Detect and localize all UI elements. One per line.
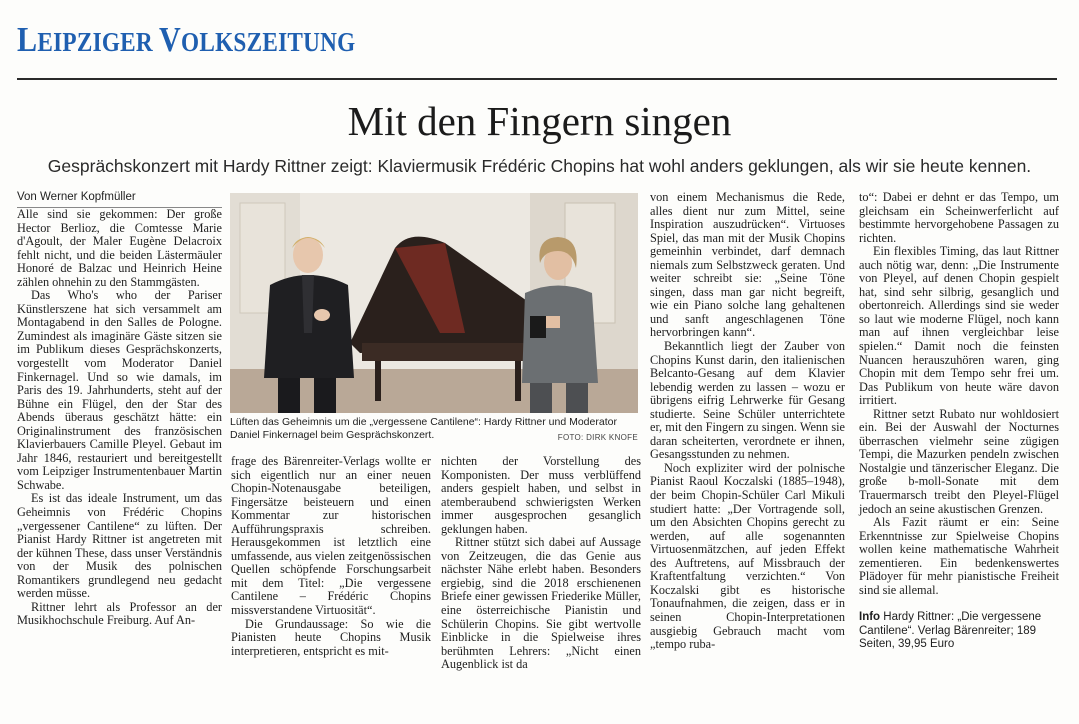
paragraph: von einem Mechanismus die Rede, alles dient nur zum Mittel, seine Inspiration auszudrücken“. Virtuoses Spiel, das man mit der Musik Chopins gemeinhin verbindet, darf demnach niemals zum Selbstzweck geraten. Und weiter schreibt sie: „Seine Töne singen, dass man gar nicht begreift, wie ein Piano solche lang gehaltenen und sanft angeschlagenen Töne hervorbringen kann“.: [650, 190, 845, 340]
article-column-4: [650, 191, 845, 652]
paragraph: Alle sind sie gekommen: Der große Hector Berlioz, die Comtesse Marie d'Agoult, der Maler Eugène Delacroix fehlt nicht, und die beiden Lästermäuler Honoré de Balzac und Heinrich Heine zählen ohnehin zu den Stammgästen.: [17, 207, 222, 289]
paragraph: Noch expliziter wird der polnische Pianist Raoul Koczalski (1885–1948), der beim Chopin-Schüler Carl Mikuli studiert hatte: „Der Vortragende soll, um den Absichten Chopins gerecht zu werden, auf alle sogenannten Virtuosenmätzchen, auf jeden Effekt des Auftretens, auf Missbrauch der Kraftentfaltung verzichten.“ Von Koczalski gibt es historische Tonaufnahmen, die zeigen, dass er in seinen Chopin-Interpretationen ausgiebig Gebrauch macht vom „tempo ruba-: [650, 460, 845, 652]
caption-text: Lüften das Geheimnis um die „vergessene Cantilene“: Hardy Rittner und Moderator Daniel Finkernagel beim Gesprächskonzert.: [230, 416, 617, 441]
paragraph: Als Fazit räumt er ein: Seine Erkenntnisse zur Spielweise Chopins wollen keine mathematische Wahrheit zementieren. Ein bedenkenswertes Plädoyer für mehr pianistische Freiheit sind sie allemal.: [859, 515, 1059, 597]
masthead-letter: L: [17, 20, 38, 59]
info-text: Hardy Rittner: „Die vergessene Cantilene“. Verlag Bärenreiter; 189 Seiten, 39,95 Euro: [859, 611, 1042, 651]
paragraph: nichten der Vorstellung des Komponisten. Der muss verblüffend anders gespielt haben, und selbst in atemberaubend schwierigsten Werken immer ausgesprochen gesanglich geklungen haben.: [441, 454, 641, 536]
paragraph: Ein flexibles Timing, das laut Rittner auch nötig war, denn: „Die Instrumente von Pleyel, auf denen Chopin gespielt hat, sind sehr silbrig, gesanglich und obertonreich. Allerdings sind sie weder so laut wie moderne Flügel, noch kann man auf ihnen vergleichbar leise spielen.“ Damit noch die feinsten Nuancen herauszuhören waren, ging Chopin mit dem Tempo sehr frei um. Das Publikum von heute wäre davon irritiert.: [859, 244, 1059, 408]
masthead-divider: [17, 78, 1057, 80]
masthead-logo: [17, 22, 355, 57]
paragraph: Bekanntlich liegt der Zauber von Chopins Kunst darin, den italienischen Belcanto-Gesang auf dem Klavier lebendig werden zu lassen – wozu er übrigens eifrig Lehrwerke für Gesang studierte. Seine Schüler unterrichtete er, mit den Fingern zu singen. Wenn sie daran scheiterten, verordnete er ihnen, Gesangsstunden zu nehmen.: [650, 339, 845, 462]
photo-caption: [230, 416, 638, 444]
info-label: Info: [859, 611, 881, 624]
masthead-letter: V: [159, 20, 182, 59]
paragraph: frage des Bärenreiter-Verlags wollte er sich eigentlich nur an einer neuen Chopin-Notenausgabe beteiligen, Fingersätze beisteuern und einen Kommentar zur historischen Aufführungspraxis schreiben. Herausgekommen ist letztlich eine umfassende, aus vielen zeitgenössischen Quellen schöpfende Forschungsarbeit mit dem Titel: „Die vergessene Cantilene – Frédéric Chopins missverstandene Virtuosität“.: [231, 454, 431, 618]
article-column-3: [441, 455, 641, 672]
paragraph: Die Grundaussage: So wie die Pianisten heute Chopins Musik interpretieren, entspricht es mit-: [231, 616, 431, 658]
paragraph: Rittner setzt Rubato nur wohldosiert ein. Bei der Auswahl der Nocturnes überraschen vielmehr seine zügigen Tempi, die Mazurken pendeln zwischen Nostalgie und tänzerischer Eleganz. Die große b-moll-Sonate mit dem Trauermarsch treibt den Pleyel-Flügel jedoch an seine akustischen Grenzen.: [859, 406, 1059, 516]
info-box: [859, 611, 1059, 652]
paragraph: Rittner stützt sich dabei auf Aussage von Zeitzeugen, die das Genie aus nächster Nähe erlebt haben. Besonders ergiebig, sind die 2018 erschienenen Briefe einer gewissen Friederike Müller, eine österreichische Pianistin und Schülerin Chopins. Sie gibt wertvolle Einblicke in die Spielweise ihres berühmten Lehrers: „Nicht einen Augenblick ist da: [441, 535, 641, 672]
article-photo: [230, 193, 638, 413]
author-byline: Von Werner Kopfmüller: [17, 190, 222, 208]
photo-credit: FOTO: DIRK KNOFE: [557, 433, 638, 442]
concert-photo-illustration: [230, 193, 638, 413]
masthead-letters: OLKSZEITUNG: [181, 27, 356, 57]
article-column-2: [231, 455, 431, 658]
paragraph: Das Who's who der Pariser Künstlerszene hat sich versammelt am Montagabend in den Salles de Pologne. Zumindest als imaginäre Gäste sitzen sie im Publikum dieses Gesprächskonzerts, vorgestellt vom Moderator Daniel Finkernagel. Und so wie damals, im Paris des 19. Jahrhunderts, steht auf der Bühne ein Flügel, den der Star des Abends überaus geschätzt hätte: ein Originalinstrument des französischen Klavierbauers Camille Pleyel. Gebaut im Jahr 1846, restauriert und bereitgestellt vom Leipziger Instrumentenbauer Martin Schwabe.: [17, 288, 222, 492]
article-column-1: [17, 208, 222, 628]
masthead-letters: EIPZIGER: [37, 27, 160, 57]
paragraph: to“: Dabei er dehnt er das Tempo, um gleichsam ein Scheinwerferlicht auf bestimmte hervorgehobene Passagen zu richten.: [859, 190, 1059, 245]
article-headline: Mit den Fingern singen: [347, 98, 732, 144]
paragraph: Rittner lehrt als Professor an der Musikhochschule Freiburg. Auf An-: [17, 599, 222, 628]
paragraph: Es ist das ideale Instrument, um das Geheimnis von Frédéric Chopins „vergessener Cantilene“ zu lüften. Der Pianist Hardy Rittner ist angetreten mit der kühnen These, dass unser Verständnis von der Musik des polnischen Romantikers grundlegend neu gedacht werden müsse.: [17, 491, 222, 601]
article-subheadline: Gesprächskonzert mit Hardy Rittner zeigt: Klaviermusik Frédéric Chopins hat wohl anders geklungen, als wir sie heute kennen.: [47, 156, 1032, 176]
article-column-5: [859, 191, 1059, 652]
